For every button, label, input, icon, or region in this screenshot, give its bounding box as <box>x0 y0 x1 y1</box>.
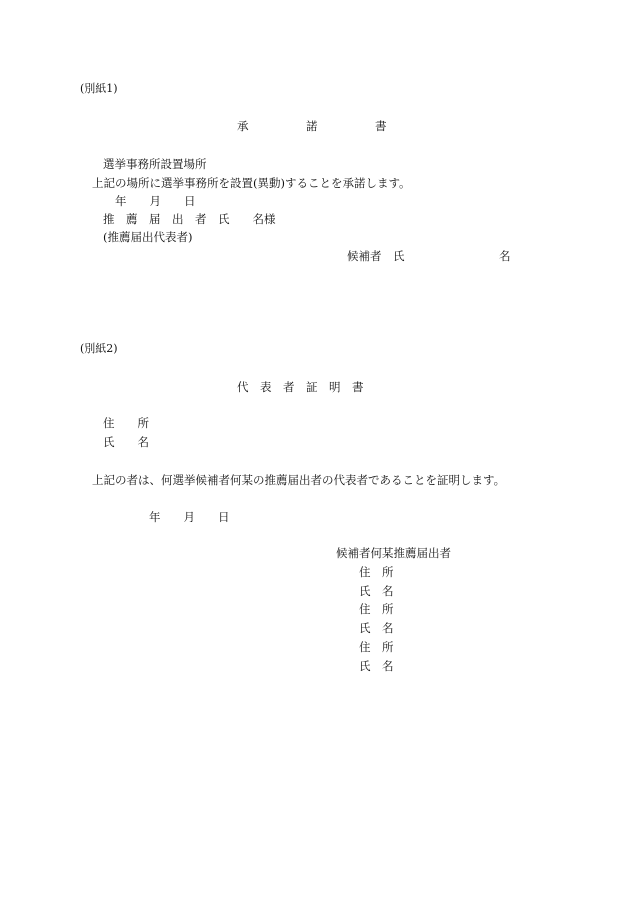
signatory-address-label: 住 所 <box>359 640 394 654</box>
annex2-address-label: 住 所 <box>103 416 149 430</box>
annex2-signatories-heading: 候補者何某推薦届出者 <box>336 546 451 560</box>
annex1-candidate-label: 候補者 氏 <box>347 249 405 263</box>
signatory-name-label: 氏 名 <box>359 659 394 673</box>
annex1-label: (別紙1) <box>80 82 118 95</box>
annex1-statement: 上記の場所に選挙事務所を設置(異動)することを承諾します。 <box>92 176 411 190</box>
annex1-representative-note: (推薦届出代表者) <box>103 230 193 244</box>
signatory-address-label: 住 所 <box>359 565 394 579</box>
signatory-name-label: 氏 名 <box>359 584 394 598</box>
annex1-location-label: 選挙事務所設置場所 <box>103 157 207 171</box>
annex2-date-line: 年 月 日 <box>149 510 230 524</box>
annex2-label: (別紙2) <box>80 342 118 355</box>
annex2-statement: 上記の者は、何選挙候補者何某の推薦届出者の代表者であることを証明します。 <box>92 473 506 487</box>
annex1-candidate-name-suffix: 名 <box>499 249 511 263</box>
annex1-recommender-line: 推 薦 届 出 者 氏 名様 <box>103 212 276 226</box>
annex2-name-label: 氏 名 <box>103 435 149 449</box>
signatory-name-label: 氏 名 <box>359 621 394 635</box>
signatory-address-label: 住 所 <box>359 602 394 616</box>
annex1-title: 承 諾 書 <box>237 119 387 133</box>
annex2-title: 代 表 者 証 明 書 <box>237 380 364 394</box>
annex1-date-line: 年 月 日 <box>115 194 196 208</box>
